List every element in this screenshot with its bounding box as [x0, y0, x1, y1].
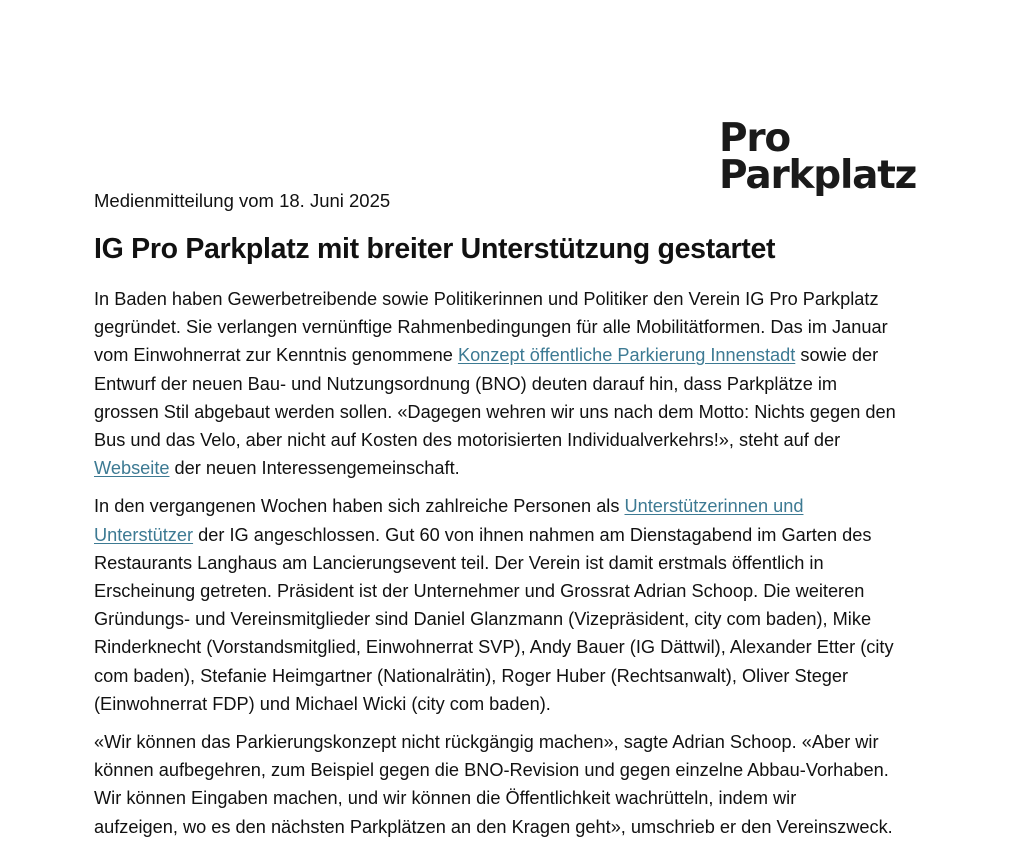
- text-line: [94, 605, 954, 633]
- text-run: der neuen Interessengemeinschaft.: [169, 458, 460, 479]
- pro-parkplatz-logo: [719, 116, 917, 198]
- text-run: Erscheinung getreten. Präsident ist der Unternehmer und Grossrat Adrian Schoop. Die weiteren: [94, 581, 865, 602]
- logo-line-1: Pro: [719, 116, 791, 161]
- text-line: [94, 690, 954, 718]
- paragraph-3: [94, 728, 954, 841]
- text-line: [94, 370, 954, 398]
- text-line: [94, 521, 954, 549]
- text-line: [94, 313, 954, 341]
- text-line: [94, 633, 954, 661]
- text-run: In Baden haben Gewerbetreibende sowie Politikerinnen und Politiker den Verein IG Pro Parkplatz: [94, 289, 879, 309]
- text-run: Restaurants Langhaus am Lancierungsevent teil. Der Verein ist damit erstmals öffentlich in: [94, 552, 824, 573]
- text-line: [94, 728, 954, 756]
- text-line: [94, 341, 954, 369]
- headline: IG Pro Parkplatz mit breiter Unterstützung gestartet: [94, 233, 776, 265]
- press-release-date: Medienmitteilung vom 18. Juni 2025: [94, 190, 391, 211]
- text-line: [94, 813, 954, 841]
- text-run: (Einwohnerrat FDP) und Michael Wicki (city com baden).: [94, 693, 551, 714]
- paragraph-1: [94, 285, 954, 482]
- text-line: [94, 454, 954, 482]
- text-run: gegründet. Sie verlangen vernünftige Rahmenbedingungen für alle Mobilitätformen. Das im Januar: [94, 317, 888, 338]
- text-line: [94, 577, 954, 605]
- text-run: Bus und das Velo, aber nicht auf Kosten des motorisierten Individualverkehrs!», steht auf der: [94, 430, 841, 451]
- text-run: der IG angeschlossen. Gut 60 von ihnen nahmen am Dienstagabend im Garten des: [193, 524, 872, 545]
- text-run: sowie der: [795, 345, 879, 366]
- text-run: Entwurf der neuen Bau- und Nutzungsordnung (BNO) deuten darauf hin, dass Parkplätze im: [94, 373, 838, 394]
- paragraph-2: [94, 492, 954, 718]
- supporters-link[interactable]: Unterstützerinnen und: [624, 496, 804, 517]
- text-run: In den vergangenen Wochen haben sich zahlreiche Personen als: [94, 496, 625, 517]
- article-body: [94, 285, 954, 851]
- text-run: aufzeigen, wo es den nächsten Parkplätzen an den Kragen geht», umschrieb er den Vereinszweck.: [94, 816, 893, 837]
- text-run: können aufbegehren, zum Beispiel gegen die BNO-Revision und gegen einzelne Abbau-Vorhaben.: [94, 760, 889, 781]
- text-line: [94, 784, 954, 812]
- text-line: [94, 398, 954, 426]
- text-run: grossen Stil abgebaut werden sollen. «Dagegen wehren wir uns nach dem Motto: Nichts gegen den: [94, 401, 896, 422]
- supporters-link-continued[interactable]: Unterstützer: [94, 524, 194, 545]
- text-run: «Wir können das Parkierungskonzept nicht rückgängig machen», sagte Adrian Schoop. «Aber wir: [94, 732, 879, 753]
- text-line: [94, 285, 954, 313]
- text-run: vom Einwohnerrat zur Kenntnis genommene: [94, 345, 458, 366]
- text-line: [94, 756, 954, 784]
- text-line: [94, 549, 954, 577]
- text-run: com baden), Stefanie Heimgartner (Nationalrätin), Roger Huber (Rechtsanwalt), Oliver Steger: [94, 665, 849, 686]
- logo-line-2: Parkplatz: [719, 153, 917, 198]
- text-line: [94, 662, 954, 690]
- text-run: Wir können Eingaben machen, und wir können die Öffentlichkeit wachrütteln, indem wir: [94, 788, 797, 809]
- text-line: [94, 492, 954, 520]
- website-link[interactable]: Webseite: [94, 458, 170, 479]
- text-run: Rinderknecht (Vorstandsmitglied, Einwohnerrat SVP), Andy Bauer (IG Dättwil), Alexander Etter (city: [94, 637, 894, 658]
- text-line: [94, 426, 954, 454]
- text-run: Gründungs- und Vereinsmitglieder sind Daniel Glanzmann (Vizepräsident, city com baden), Mike: [94, 609, 872, 630]
- parking-concept-link[interactable]: Konzept öffentliche Parkierung Innenstadt: [457, 345, 796, 366]
